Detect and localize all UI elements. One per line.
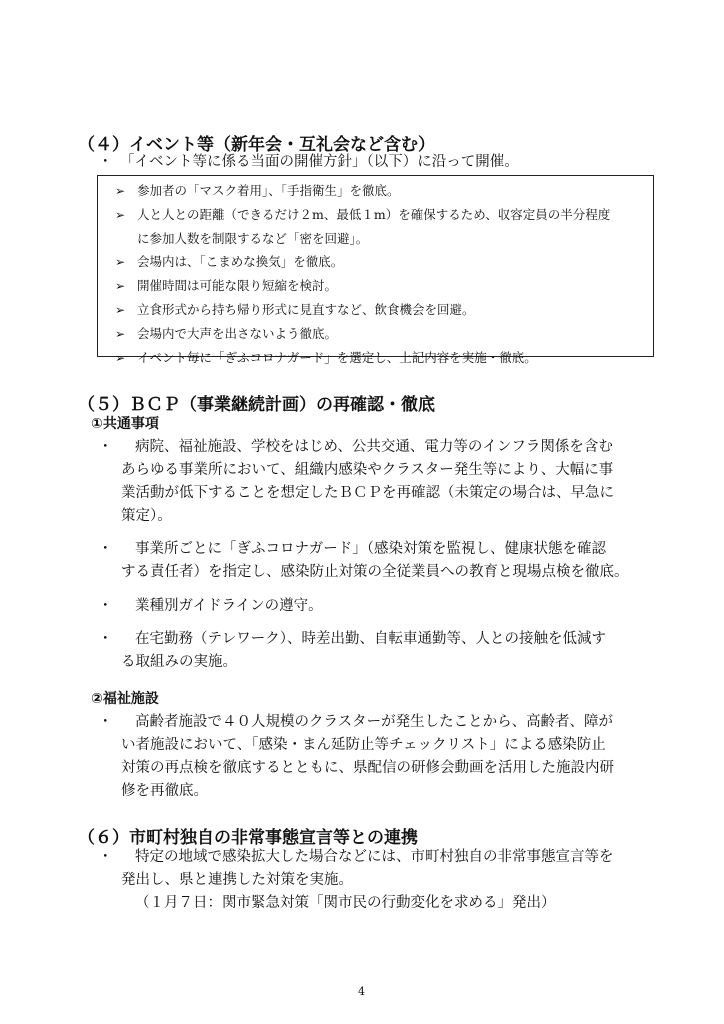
paragraph-municipal: 特定の地域で感染拡大した場合などには、市町村独自の非常事態宣言等を 発出し、県と連携した対策を実施。 （１月７日：関市緊急対策「関市民の行動変化を求める」発出） (121, 849, 614, 911)
bullet: ・ (98, 714, 113, 730)
arrow-icon: ➢ (115, 208, 126, 222)
section6-heading: （６）市町村独自の非常事態宣言等との連携 (78, 828, 418, 848)
bullet: ・ (98, 631, 113, 647)
list-item: ➢ 人と人との距離（できるだけ２m、最低１m）を確保するため、収容定員の半分程度 (115, 203, 610, 227)
paragraph-bcp-review: 病院、福祉施設、学校をはじめ、公共交通、電力等のインフラ関係を含む あらゆる事業所において、組織内感染やクラスター発生等により、大幅に事 業活動が低下することを想定したＢＣＰを再確認（未策定の場合は、早急に 策定）。 (121, 439, 614, 524)
paragraph-telework: 在宅勤務（テレワーク）、時差出勤、自転車通勤等、人との接触を低減す る取組みの実施。 (121, 631, 606, 670)
list-item-continuation: に参加人数を制限するなど「密を回避」。 (137, 231, 369, 246)
paragraph-welfare: 高齢者施設で４０人規模のクラスターが発生したことから、高齢者、障が い者施設において、「感染・まん延防止等チェックリスト」による感染防止 対策の再点検を徹底するとともに、県配信の研修会動画を活用した施設内研 修を再徹底。 (121, 714, 614, 799)
list-item: ➢ 開催時間は可能な限り短縮を検討。 (115, 274, 610, 298)
arrow-icon: ➢ (115, 255, 126, 269)
list-item: ➢ 立食形式から持ち帰り形式に見直すなど、飲食機会を回避。 (115, 298, 610, 322)
bullet: ・ (98, 849, 113, 865)
list-item: ➢ 会場内で大声を出さないよう徹底。 (115, 322, 610, 346)
event-guidelines-list (115, 179, 610, 370)
bullet: ・ (98, 541, 113, 557)
section5-sub1: ①共通事項 (91, 416, 159, 432)
section4-heading: （４）イベント等（新年会・互礼会など含む） (78, 135, 435, 155)
arrow-icon: ➢ (115, 303, 126, 317)
section4-bullet: ・ (98, 154, 113, 170)
arrow-icon: ➢ (115, 351, 126, 365)
list-item: ➢ 参加者の「マスク着用」、「手指衛生」を徹底。 (115, 179, 610, 203)
arrow-icon: ➢ (115, 184, 126, 198)
bullet: ・ (98, 598, 113, 614)
paragraph-guidelines: 業種別ガイドラインの遵守。 (135, 598, 323, 614)
page-number: 4 (358, 985, 365, 998)
bullet: ・ (98, 439, 113, 455)
section5-heading: （５）ＢＣＰ（事業継続計画）の再確認・徹底 (78, 395, 435, 415)
arrow-icon: ➢ (115, 327, 126, 341)
arrow-icon: ➢ (115, 279, 126, 293)
list-item: ➢ イベント毎に「ぎふコロナガード」を選定し、上記内容を実施・徹底。 (115, 346, 610, 370)
list-item: ➢ 会場内は、「こまめな換気」を徹底。 (115, 250, 610, 274)
section5-sub2: ②福祉施設 (91, 691, 159, 707)
paragraph-corona-guard: 事業所ごとに「ぎふコロナガード」（感染対策を監視し、健康状態を確認 する責任者）を指定し、感染防止対策の全従業員への教育と現場点検を徹底。 (121, 541, 629, 580)
section4-lead: 「イベント等に係る当面の開催方針」（以下）に沿って開催。 (120, 154, 519, 170)
